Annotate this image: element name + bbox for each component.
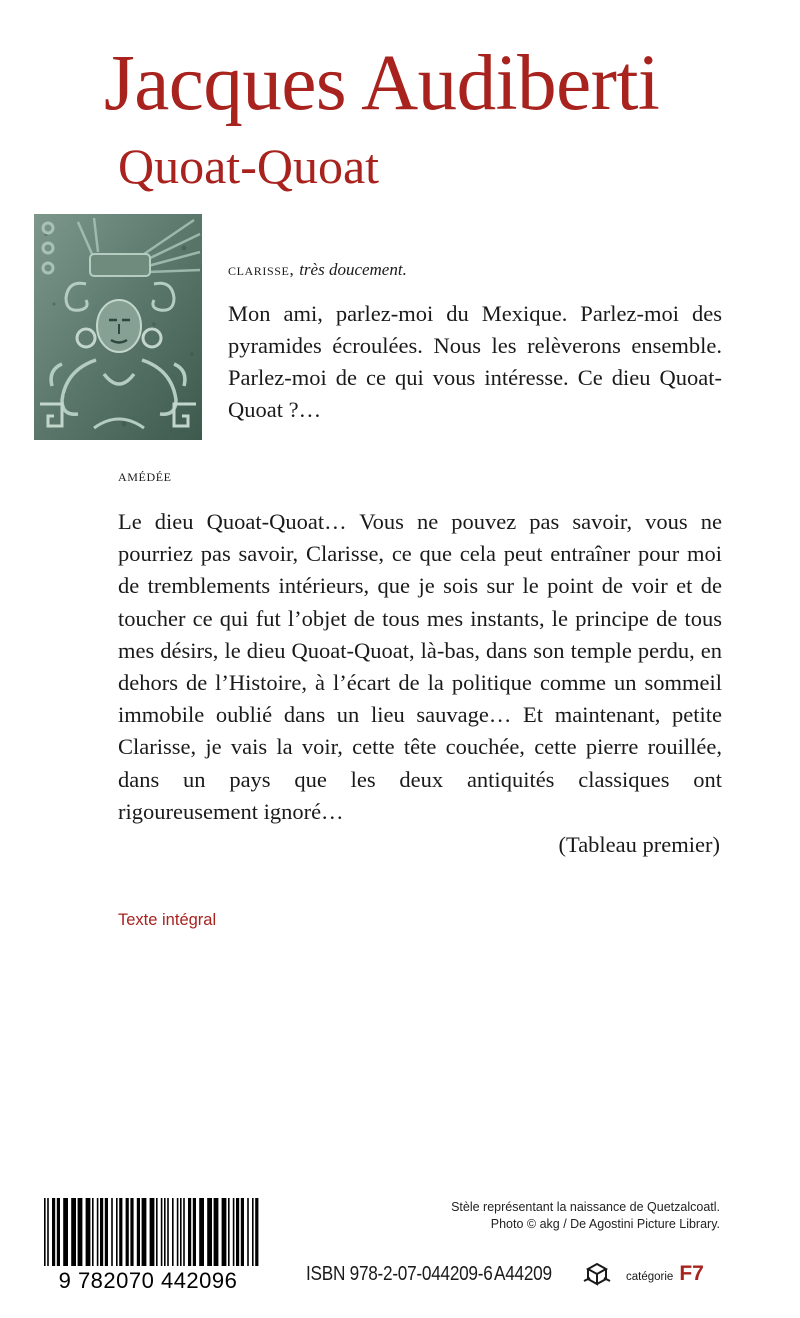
isbn: ISBN 978-2-07-044209-6 — [306, 1262, 493, 1285]
barcode-bar — [247, 1198, 249, 1266]
quote-source: (Tableau premier) — [558, 832, 720, 857]
barcode-bar — [161, 1198, 163, 1266]
barcode-bar — [214, 1198, 219, 1266]
credit-photo: Photo © akg / De Agostini Picture Library. — [490, 1217, 720, 1231]
barcode-bar — [172, 1198, 174, 1266]
barcode-bar — [255, 1198, 258, 1266]
barcode-bar — [207, 1198, 212, 1266]
barcode-bar — [142, 1198, 147, 1266]
barcode-bar — [228, 1198, 230, 1266]
barcode-bar — [199, 1198, 204, 1266]
quote-clarisse: Mon ami, parlez-moi du Mexique. Parlez-moi des pyramides écroulées. Nous les relèverons ensemble. Parlez-moi de ce qui vous intéresse. Ce dieu Quoat-Quoat ?… — [228, 301, 722, 422]
photo-credits — [451, 1199, 720, 1233]
barcode-bar — [86, 1198, 91, 1266]
barcode-bar — [180, 1198, 182, 1266]
barcode-bar — [236, 1198, 239, 1266]
speaker-clarisse — [228, 260, 407, 280]
barcode-bar — [111, 1198, 113, 1266]
quote-amedee: Le dieu Quoat-Quoat… Vous ne pouvez pas savoir, vous ne pourriez pas savoir, Clarisse, ce que cela peut entraîner pour moi de tremblements intérieurs, que je sois sur le point de voir et de toucher ce qui fut l’objet de tous mes instants, le principe de tous mes désirs, le dieu Quoat-Quoat, là-bas, dans son temple perdu, en dehors de l’Histoire, à l’écart de la politique comme un sommeil immobile oublié dans un lieu sauvage… Et maintenant, petite Clarisse, je vais la voir, cette tête couchée, cette pierre rouillée, dans un pays que les deux antiquités classiques ont rigoureusement ignoré… — [118, 509, 722, 824]
barcode-bar — [241, 1198, 244, 1266]
barcode-bar — [126, 1198, 129, 1266]
speaker-amedee: amédée — [118, 466, 172, 485]
barcode-bar — [167, 1198, 169, 1266]
catalog-code: A44209 — [494, 1262, 552, 1285]
barcode-bar — [78, 1198, 83, 1266]
barcode-bar — [130, 1198, 133, 1266]
barcode-bar — [44, 1198, 46, 1266]
speaker-separator: , — [289, 260, 300, 279]
book-title: Quoat-Quoat — [118, 138, 380, 194]
barcode-bar — [52, 1198, 55, 1266]
barcode-bar — [193, 1198, 196, 1266]
barcode-digits: 9 782070 442096 — [58, 1268, 238, 1292]
barcode-bar — [63, 1198, 68, 1266]
credit-caption: Stèle représentant la naissance de Quetzalcoatl. — [451, 1200, 720, 1214]
barcode-bar — [177, 1198, 179, 1266]
barcode-bar — [233, 1198, 235, 1266]
barcode-bar — [150, 1198, 155, 1266]
barcode-bar — [252, 1198, 254, 1266]
folio-logo-icon — [582, 1261, 612, 1287]
barcode-bar — [119, 1198, 122, 1266]
edition-note: Texte intégral — [118, 911, 217, 929]
barcode-bar — [183, 1198, 185, 1266]
barcode-bar — [100, 1198, 103, 1266]
author-name: Jacques Audiberti — [104, 40, 660, 127]
barcode-bar — [156, 1198, 158, 1266]
barcode-bar — [47, 1198, 49, 1266]
stage-direction: très doucement. — [299, 260, 407, 279]
barcode — [30, 1196, 266, 1292]
speaker-name: clarisse — [228, 260, 290, 279]
barcode-bar — [137, 1198, 140, 1266]
barcode-bar — [71, 1198, 76, 1266]
barcode-bar — [92, 1198, 94, 1266]
barcode-bar — [222, 1198, 227, 1266]
barcode-bar — [116, 1198, 118, 1266]
barcode-bar — [97, 1198, 99, 1266]
stele-image — [34, 214, 202, 440]
category-label: catégorie — [626, 1271, 674, 1283]
barcode-bar — [105, 1198, 108, 1266]
barcode-bar — [57, 1198, 60, 1266]
barcode-bar — [188, 1198, 191, 1266]
isbn-line — [306, 1258, 704, 1290]
barcode-bar — [164, 1198, 166, 1266]
category-value: F7 — [679, 1262, 704, 1285]
